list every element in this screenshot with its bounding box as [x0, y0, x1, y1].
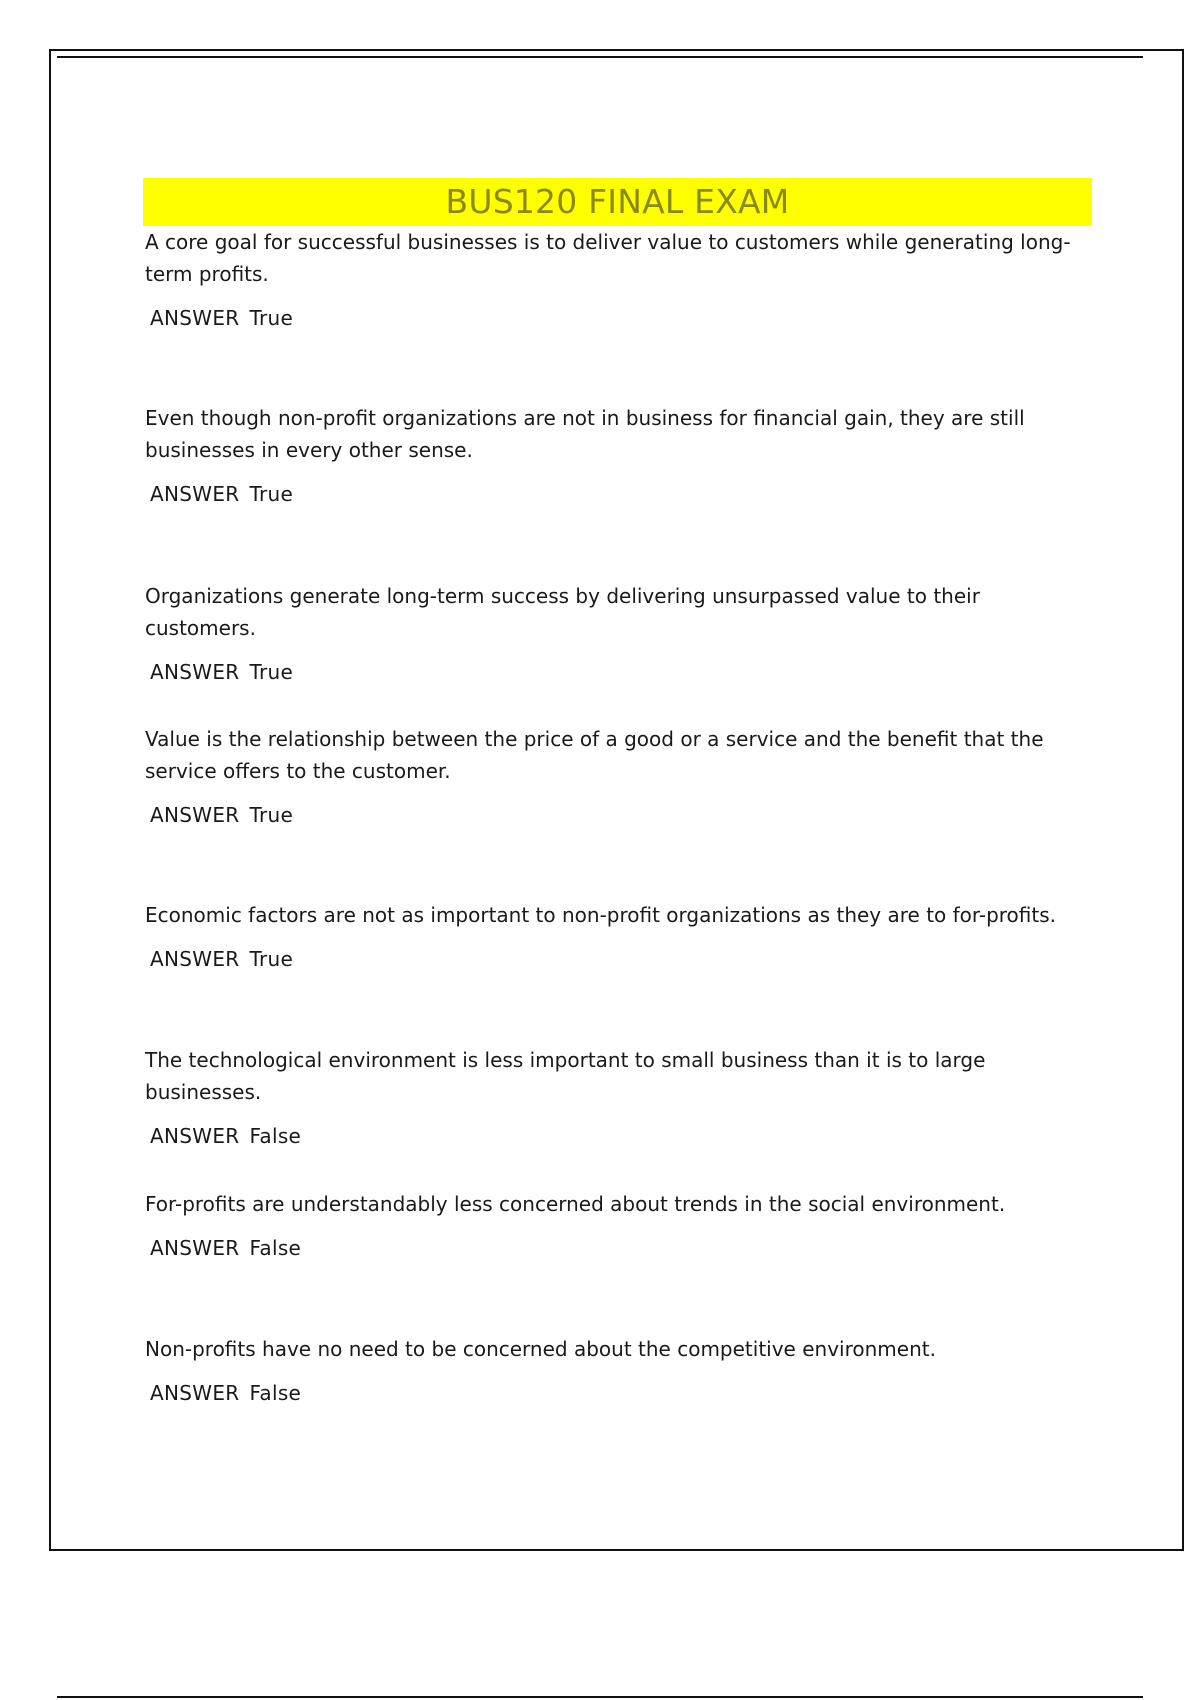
- top-rule: [57, 56, 1143, 58]
- qa-item-1: [145, 226, 1095, 330]
- answer-label: ANSWER: [150, 660, 240, 684]
- qa-item-2: [145, 402, 1095, 506]
- answer-label: ANSWER: [150, 1124, 240, 1148]
- answer-line: [150, 803, 1095, 827]
- qa-item-3: [145, 580, 1095, 684]
- answer-value: True: [249, 947, 294, 971]
- question-text: Value is the relationship between the price of a good or a service and the benefit that the service offers to the customer.: [145, 727, 1044, 783]
- answer-line: [150, 1124, 1095, 1148]
- answer-label: ANSWER: [150, 482, 240, 506]
- answer-value: True: [249, 306, 294, 330]
- answer-value: False: [249, 1124, 302, 1148]
- question-text: For-profits are understandably less concerned about trends in the social environment.: [145, 1192, 1006, 1216]
- answer-line: [150, 306, 1095, 330]
- question-text: Economic factors are not as important to non-profit organizations as they are to for-profits.: [145, 903, 1056, 927]
- question-text: Organizations generate long-term success by delivering unsurpassed value to their customers.: [145, 584, 980, 640]
- answer-value: True: [249, 660, 294, 684]
- answer-label: ANSWER: [150, 947, 240, 971]
- answer-line: [150, 482, 1095, 506]
- qa-item-6: [145, 1044, 1095, 1148]
- answer-label: ANSWER: [150, 803, 240, 827]
- qa-item-5: [145, 899, 1095, 971]
- qa-item-7: [145, 1188, 1095, 1260]
- answer-line: [150, 660, 1095, 684]
- answer-value: False: [249, 1381, 302, 1405]
- exam-title: BUS120 FINAL EXAM: [143, 178, 1092, 226]
- question-text: Even though non-profit organizations are not in business for financial gain, they are still businesses in every other sense.: [145, 406, 1025, 462]
- answer-label: ANSWER: [150, 1236, 240, 1260]
- answer-label: ANSWER: [150, 1381, 240, 1405]
- answer-line: [150, 947, 1095, 971]
- answer-value: True: [249, 482, 294, 506]
- answer-label: ANSWER: [150, 306, 240, 330]
- bottom-rule: [57, 1696, 1143, 1698]
- question-text: The technological environment is less important to small business than it is to large businesses.: [145, 1048, 986, 1104]
- question-text: Non-profits have no need to be concerned about the competitive environment.: [145, 1337, 936, 1361]
- answer-line: [150, 1381, 1095, 1405]
- question-text: A core goal for successful businesses is to deliver value to customers while generating long-term profits.: [145, 230, 1071, 286]
- qa-item-4: [145, 723, 1095, 827]
- answer-line: [150, 1236, 1095, 1260]
- qa-item-8: [145, 1333, 1095, 1405]
- answer-value: True: [249, 803, 294, 827]
- answer-value: False: [249, 1236, 302, 1260]
